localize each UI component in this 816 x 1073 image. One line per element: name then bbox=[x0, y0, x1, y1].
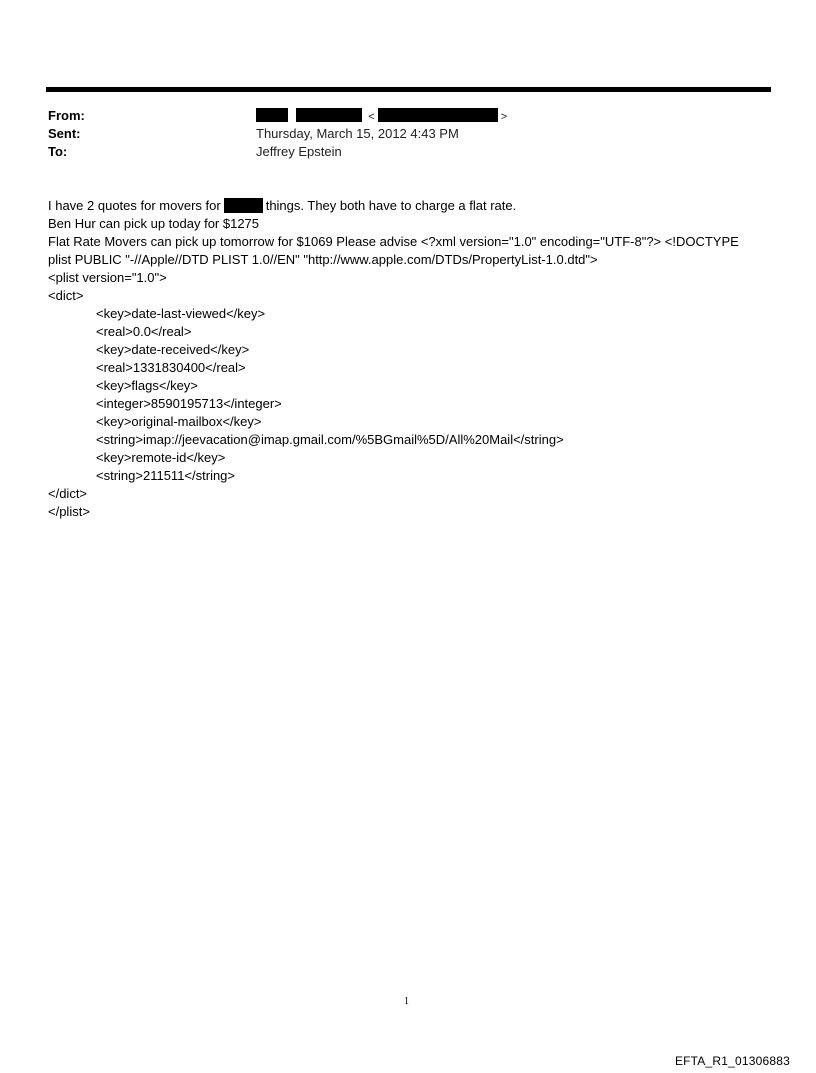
plist-entry: <real>1331830400</real> bbox=[96, 360, 246, 375]
body-line: plist PUBLIC "-//Apple//DTD PLIST 1.0//EN" "http://www.apple.com/DTDs/PropertyList-1.0.dtd"> bbox=[48, 252, 598, 267]
plist-entry: <key>date-last-viewed</key> bbox=[96, 306, 266, 321]
from-row bbox=[48, 107, 768, 125]
page-number: 1 bbox=[404, 996, 409, 1007]
body-line: <dict> bbox=[48, 288, 84, 303]
body-line: Ben Hur can pick up today for $1275 bbox=[48, 216, 260, 231]
plist-entry: <string>211511</string> bbox=[96, 468, 236, 483]
document-id: EFTA_R1_01306883 bbox=[674, 1054, 790, 1068]
redaction-box bbox=[296, 108, 362, 122]
from-open-bracket: < bbox=[368, 111, 375, 123]
body-text: things. They both have to charge a flat rate. bbox=[265, 198, 517, 213]
body-text: I have 2 quotes for movers for bbox=[48, 198, 221, 213]
from-label: From: bbox=[48, 108, 85, 123]
from-value bbox=[256, 107, 510, 126]
plist-entry: <string>imap://jeevacation@imap.gmail.com/%5BGmail%5D/All%20Mail</string> bbox=[96, 432, 564, 447]
plist-entry: <real>0.0</real> bbox=[96, 324, 192, 339]
body-line bbox=[48, 197, 768, 215]
sent-row bbox=[48, 125, 768, 143]
sent-value: Thursday, March 15, 2012 4:43 PM bbox=[256, 126, 459, 141]
redaction-box bbox=[378, 108, 498, 122]
to-row bbox=[48, 143, 768, 161]
plist-entry: <key>date-received</key> bbox=[96, 342, 250, 357]
redaction-box bbox=[224, 198, 263, 213]
plist-entry: <key>original-mailbox</key> bbox=[96, 414, 262, 429]
plist-entry: <key>flags</key> bbox=[96, 378, 198, 393]
to-label: To: bbox=[48, 144, 68, 159]
email-header bbox=[48, 107, 768, 161]
body-line: </dict> bbox=[48, 486, 88, 501]
redaction-box bbox=[256, 108, 288, 122]
email-body bbox=[48, 197, 768, 521]
body-line: <plist version="1.0"> bbox=[48, 270, 167, 285]
plist-entry: <integer>8590195713</integer> bbox=[96, 396, 282, 411]
plist-entry: <key>remote-id</key> bbox=[96, 450, 226, 465]
from-close-bracket: > bbox=[500, 111, 508, 123]
header-rule bbox=[46, 87, 771, 92]
to-value: Jeffrey Epstein bbox=[256, 144, 342, 159]
body-line: Flat Rate Movers can pick up tomorrow for $1069 Please advise <?xml version="1.0" encoding="UTF-8"?> <!DOCTYPE bbox=[48, 234, 739, 249]
sent-label: Sent: bbox=[48, 126, 81, 141]
body-line: </plist> bbox=[48, 504, 90, 519]
